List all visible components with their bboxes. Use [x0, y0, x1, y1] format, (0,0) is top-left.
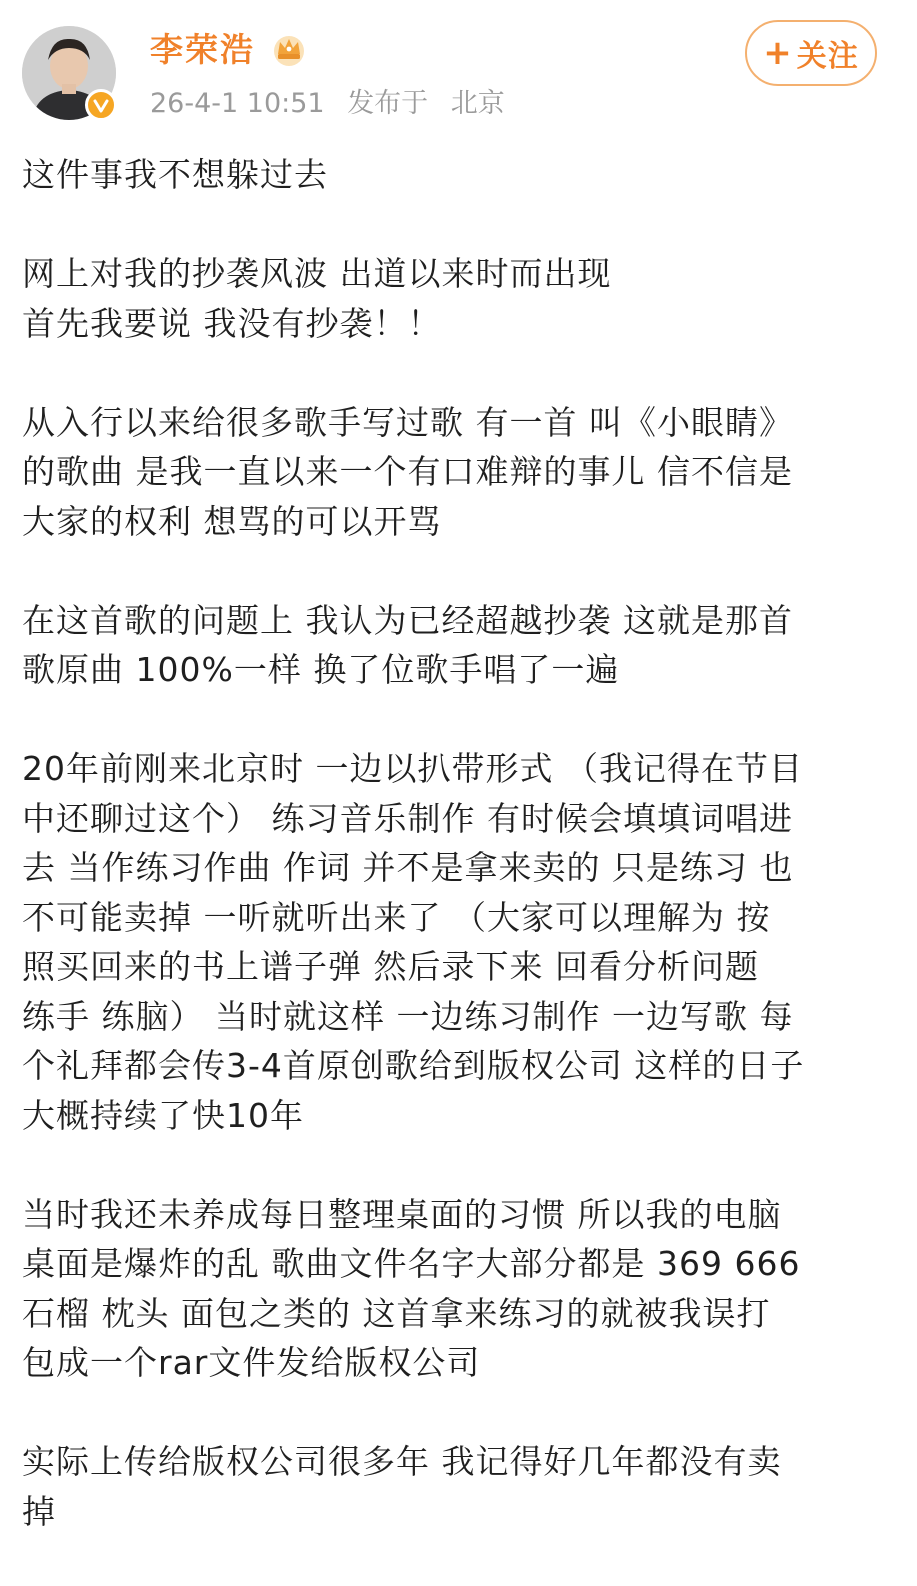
post-header — [0, 0, 917, 140]
paragraph — [22, 398, 894, 547]
text-line: 当时我还未养成每日整理桌面的习惯 所以我的电脑 — [22, 1194, 782, 1234]
text-line: 首先我要说 我没有抄袭！！ — [22, 303, 442, 343]
follow-label: 关注 — [796, 39, 859, 74]
paragraph — [22, 596, 894, 695]
text-line: 照买回来的书上谱子弹 然后录下来 回看分析问题 — [22, 947, 759, 986]
crown-icon — [270, 30, 308, 68]
text-line: 不可能卖掉 一听就听出来了 （大家可以理解为 按 — [22, 897, 771, 937]
paragraph — [22, 1190, 894, 1388]
post-location-prefix: 发布于 — [347, 88, 429, 119]
post-body — [22, 150, 894, 1586]
text-line: 练手 练脑） 当时就这样 一边练习制作 一边写歌 每 — [22, 996, 794, 1036]
user-name[interactable]: 李荣浩 — [150, 30, 255, 69]
text-line: 包成一个rar文件发给版权公司 — [22, 1343, 481, 1382]
text-line: 石榴 枕头 面包之类的 这首拿来练习的就被我误打 — [22, 1293, 771, 1333]
text-line: 大家的权利 想骂的可以开骂 — [22, 501, 442, 541]
text-line: 桌面是爆炸的乱 歌曲文件名字大部分都是 369 666 — [22, 1244, 801, 1283]
text-line: 掉 — [22, 1491, 56, 1531]
paragraph — [22, 1437, 894, 1536]
text-line: 中还聊过这个） 练习音乐制作 有时候会填填词唱进 — [22, 798, 793, 838]
text-line: 个礼拜都会传3-4首原创歌给到版权公司 这样的日子 — [22, 1046, 805, 1085]
text-line: 歌原曲 100%一样 换了位歌手唱了一遍 — [22, 650, 620, 689]
paragraph — [22, 744, 894, 1140]
text-line: 实际上传给版权公司很多年 我记得好几年都没有卖 — [22, 1442, 782, 1481]
verified-badge-icon — [85, 89, 117, 121]
text-line: 大概持续了快10年 — [22, 1095, 304, 1135]
text-line: 这件事我不想躲过去 — [22, 155, 328, 194]
follow-button[interactable] — [745, 20, 877, 86]
text-line: 去 当作练习作曲 作词 并不是拿来卖的 只是练习 也 — [22, 848, 794, 887]
text-line: 的歌曲 是我一直以来一个有口难辩的事儿 信不信是 — [22, 452, 793, 491]
text-line: 20年前刚来北京时 一边以扒带形式 （我记得在节目 — [22, 749, 803, 788]
paragraph — [22, 249, 894, 348]
text-line: 网上对我的抄袭风波 出道以来时而出现 — [22, 254, 612, 293]
post-location: 北京 — [450, 88, 505, 119]
text-line: 在这首歌的问题上 我认为已经超越抄袭 这就是那首 — [22, 600, 793, 640]
text-line: 从入行以来给很多歌手写过歌 有一首 叫《小眼睛》 — [22, 402, 793, 442]
post-timestamp: 26-4-1 10:51 — [150, 88, 325, 119]
post-meta — [150, 84, 519, 124]
plus-icon: + — [763, 33, 793, 73]
paragraph — [22, 150, 894, 200]
